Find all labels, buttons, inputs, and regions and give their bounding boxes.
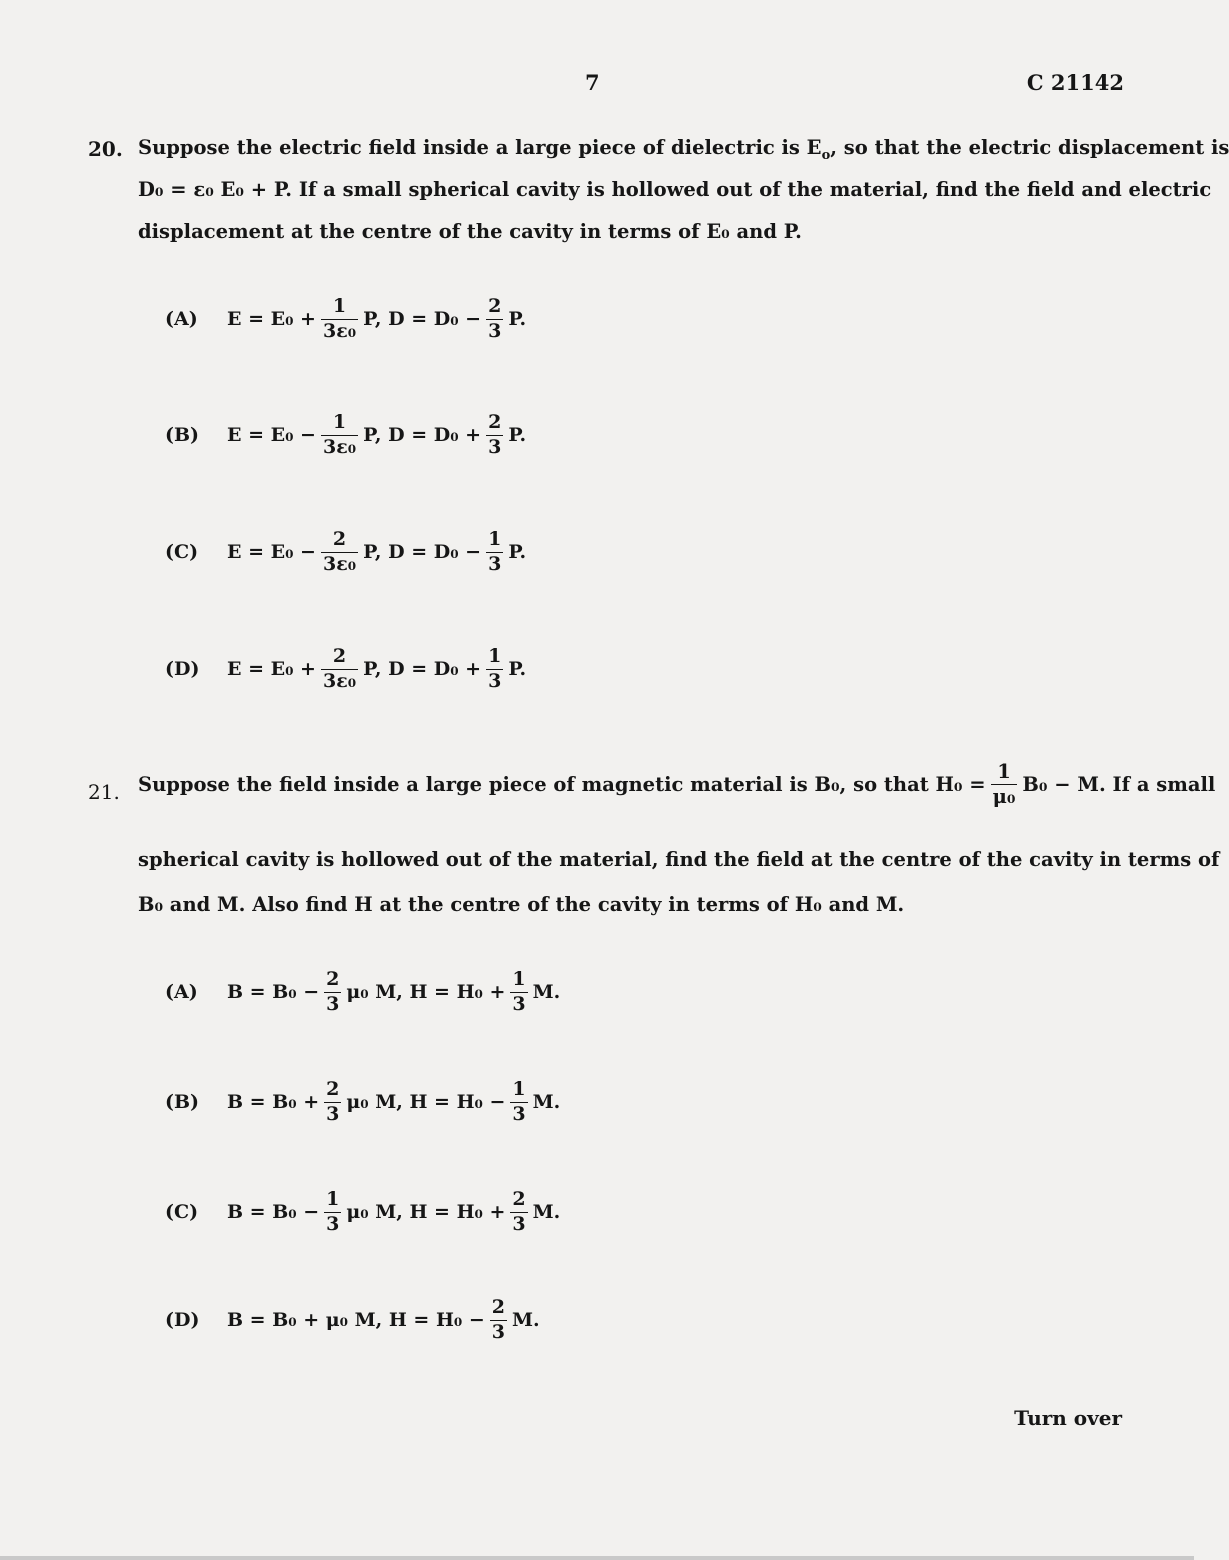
fraction-denominator: 3 — [488, 435, 502, 458]
option-part: P. — [508, 658, 527, 681]
option-part: μ₀ M, H = H₀ + — [346, 1201, 506, 1224]
fraction — [324, 1190, 341, 1235]
turn-over-note: Turn over — [1014, 1406, 1122, 1430]
fraction — [486, 530, 503, 575]
question-20-number: 20. — [88, 137, 123, 161]
option-label: (B) — [165, 1091, 200, 1114]
option-part: μ₀ M, H = H₀ + — [346, 981, 506, 1004]
question-20-line-1 — [138, 136, 1229, 163]
question-21-line-2: spherical cavity is hollowed out of the material, find the field at the centre of the cavity in terms of — [138, 848, 1220, 871]
option-part: P, D = D₀ − — [363, 541, 482, 564]
fraction-numerator: 2 — [488, 411, 502, 433]
page-number: 7 — [585, 70, 600, 95]
option-label: (C) — [165, 1201, 199, 1224]
option-label: (D) — [165, 1309, 200, 1332]
option-label: (C) — [165, 541, 199, 564]
fraction-numerator: 1 — [326, 1188, 340, 1210]
option-part: P. — [508, 424, 527, 447]
fraction-numerator: 2 — [491, 1296, 505, 1318]
fraction-denominator: 3 — [326, 992, 340, 1015]
q21-line1-text: Suppose the field inside a large piece of magnetic material is B₀, so that H₀ = — [138, 773, 986, 797]
fraction — [486, 647, 503, 692]
option-part: M. — [512, 1309, 540, 1332]
fraction-denominator: 3 — [488, 319, 502, 342]
option-part: P. — [508, 541, 527, 564]
fraction-denominator: 3 — [326, 1212, 340, 1235]
fraction-denominator: 3ε₀ — [322, 435, 357, 458]
fraction — [324, 970, 341, 1015]
option-label: (B) — [165, 424, 200, 447]
fraction-denominator: 3 — [491, 1320, 505, 1343]
q21-option-d — [165, 1298, 540, 1343]
fraction-denominator: 3ε₀ — [322, 319, 357, 342]
option-part: M. — [532, 981, 561, 1004]
q20-option-c — [165, 530, 526, 575]
fraction-denominator: 3 — [488, 669, 502, 692]
fraction-numerator: 2 — [332, 645, 347, 667]
fraction-numerator: 2 — [332, 528, 347, 550]
fraction-numerator: 2 — [326, 968, 340, 990]
option-part: μ₀ M, H = H₀ − — [346, 1091, 506, 1114]
question-21-number: 21. — [88, 780, 120, 804]
option-part: M. — [532, 1201, 561, 1224]
page-bottom-edge — [0, 1556, 1194, 1560]
fraction-numerator: 2 — [488, 295, 502, 317]
fraction-numerator: 1 — [512, 968, 526, 990]
fraction-denominator: 3 — [326, 1102, 340, 1125]
option-part: P, D = D₀ + — [363, 658, 482, 681]
fraction — [321, 647, 358, 692]
fraction-denominator: 3 — [512, 992, 526, 1015]
fraction — [490, 1298, 507, 1343]
q21-line1-end: B₀ − M. If a small — [1022, 773, 1216, 797]
option-label: (A) — [165, 308, 198, 331]
q20-line1-text: Suppose the electric field inside a large piece of dielectric is E — [138, 136, 822, 159]
q20-option-d — [165, 647, 526, 692]
option-part: E = E₀ − — [227, 541, 316, 564]
fraction-numerator: 1 — [488, 528, 502, 550]
question-21-line-3: B₀ and M. Also find H at the centre of the cavity in terms of H₀ and M. — [138, 893, 905, 916]
option-part: M. — [532, 1091, 561, 1114]
fraction — [486, 297, 503, 342]
fraction — [991, 762, 1018, 808]
fraction-denominator: 3ε₀ — [322, 669, 357, 692]
fraction-denominator: 3 — [512, 1212, 526, 1235]
fraction-numerator: 1 — [332, 295, 347, 317]
fraction — [486, 413, 503, 458]
fraction — [321, 530, 358, 575]
option-part: P, D = D₀ − — [363, 308, 482, 331]
fraction-denominator: 3 — [488, 552, 502, 575]
q20-line1-sub: o — [821, 147, 831, 163]
fraction-denominator: μ₀ — [992, 785, 1016, 809]
fraction-numerator: 1 — [488, 645, 502, 667]
fraction — [321, 413, 358, 458]
fraction — [324, 1080, 341, 1125]
option-part: B = B₀ + μ₀ M, H = H₀ − — [227, 1309, 485, 1332]
option-label: (D) — [165, 658, 200, 681]
question-20-line-3: displacement at the centre of the cavity in terms of E₀ and P. — [138, 220, 802, 243]
option-part: E = E₀ − — [227, 424, 316, 447]
q21-option-c — [165, 1190, 560, 1235]
option-part: E = E₀ + — [227, 308, 316, 331]
option-label: (A) — [165, 981, 198, 1004]
fraction-denominator: 3 — [512, 1102, 526, 1125]
fraction-numerator: 2 — [326, 1078, 340, 1100]
fraction — [321, 297, 358, 342]
q21-option-a — [165, 970, 560, 1015]
fraction-numerator: 2 — [512, 1188, 526, 1210]
option-part: B = B₀ − — [227, 981, 320, 1004]
q20-option-a — [165, 297, 526, 342]
q20-line1-end: , so that the electric displacement is — [830, 136, 1229, 159]
fraction-numerator: 1 — [332, 411, 347, 433]
fraction — [510, 970, 527, 1015]
fraction-numerator: 1 — [997, 760, 1011, 783]
q21-option-b — [165, 1080, 560, 1125]
option-part: B = B₀ − — [227, 1201, 320, 1224]
paper-code: C 21142 — [1026, 70, 1124, 95]
option-part: P. — [508, 308, 527, 331]
fraction — [510, 1080, 527, 1125]
option-part: E = E₀ + — [227, 658, 316, 681]
fraction-denominator: 3ε₀ — [322, 552, 357, 575]
question-20-line-2: D₀ = ε₀ E₀ + P. If a small spherical cavity is hollowed out of the material, find the field and electric — [138, 178, 1212, 201]
fraction — [510, 1190, 527, 1235]
q20-option-b — [165, 413, 526, 458]
question-21-line-1 — [138, 762, 1215, 808]
fraction-numerator: 1 — [512, 1078, 526, 1100]
option-part: B = B₀ + — [227, 1091, 320, 1114]
option-part: P, D = D₀ + — [363, 424, 482, 447]
